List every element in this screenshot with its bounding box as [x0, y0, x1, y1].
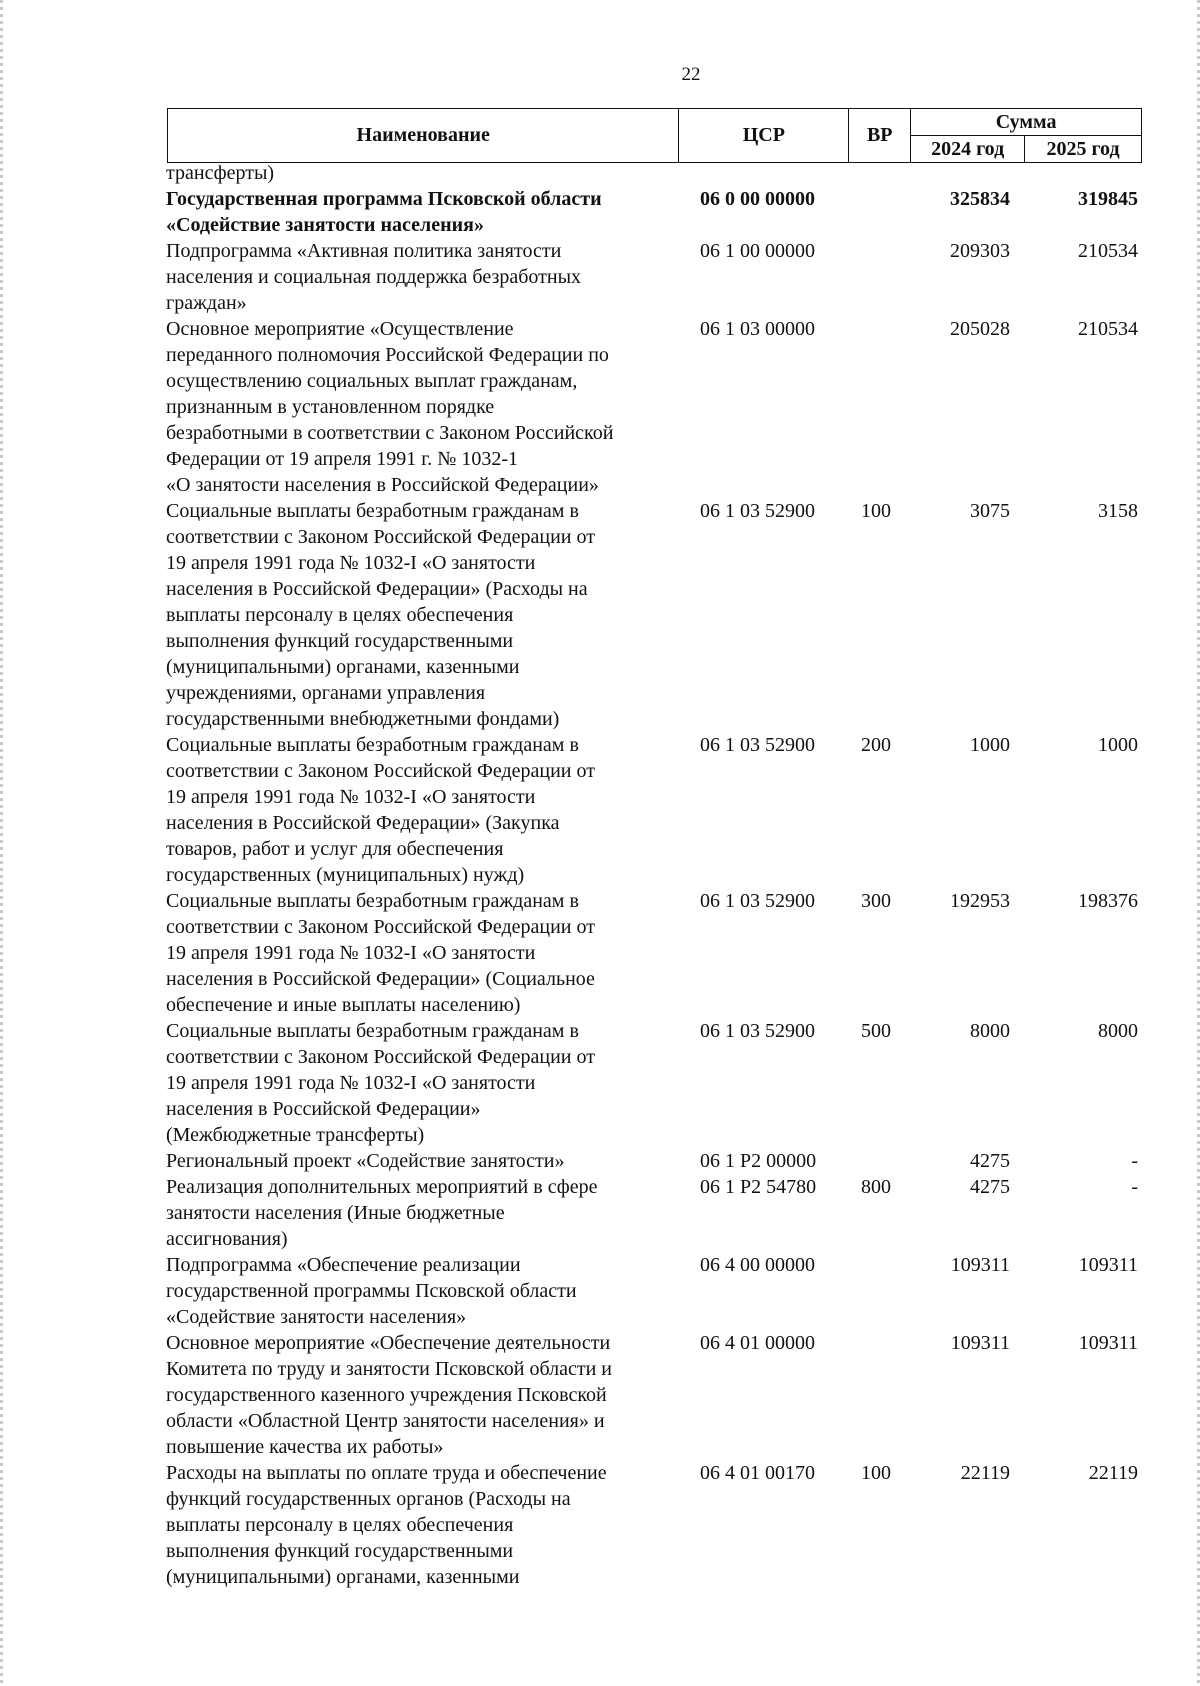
row-vr: 100: [861, 500, 891, 522]
table-row: [0, 1252, 1200, 1330]
row-sum-2025: 22119: [1088, 1462, 1138, 1484]
row-name: Реализация дополнительных мероприятий в сфере занятости населения (Иные бюджетные ассигнования): [166, 1176, 598, 1250]
row-csr: 06 4 01 00170: [700, 1462, 815, 1484]
row-sum-2024: 109311: [950, 1332, 1010, 1354]
row-name: Расходы на выплаты по оплате труда и обеспечение функций государственных органов (Расходы на выплаты персоналу в целях обеспечения выполнения функций государственными (муниципальными) органами, казенными: [166, 1462, 607, 1588]
row-sum-2024: 4275: [970, 1176, 1010, 1198]
table-row: [0, 1174, 1200, 1252]
row-sum-2025: 109311: [1078, 1332, 1138, 1354]
row-sum-2025: -: [1131, 1150, 1138, 1172]
header-csr: ЦСР: [679, 109, 849, 163]
row-sum-2024: 192953: [950, 890, 1010, 912]
row-sum-2024: 109311: [950, 1254, 1010, 1276]
row-name: Подпрограмма «Обеспечение реализации государственной программы Псковской области «Содействие занятости населения»: [166, 1254, 577, 1328]
table-row: [0, 1148, 1200, 1174]
table-row: [0, 1460, 1200, 1590]
table-row: [0, 1018, 1200, 1148]
row-name: Государственная программа Псковской области «Содействие занятости населения»: [166, 188, 602, 236]
row-sum-2024: 1000: [970, 734, 1010, 756]
row-sum-2024: 205028: [950, 318, 1010, 340]
row-csr: 06 1 03 00000: [700, 318, 815, 340]
row-csr: 06 1 00 00000: [700, 240, 815, 262]
row-sum-2024: 4275: [970, 1150, 1010, 1172]
table-row: [0, 1330, 1200, 1460]
table-body: [0, 160, 1200, 1590]
row-name: Подпрограмма «Активная политика занятости населения и социальная поддержка безработных граждан»: [166, 240, 582, 314]
row-sum-2024: 325834: [950, 188, 1010, 210]
table-row: [0, 186, 1200, 238]
row-csr: 06 4 00 00000: [700, 1254, 815, 1276]
row-vr: 300: [861, 890, 891, 912]
table-row: [0, 316, 1200, 498]
row-sum-2025: 3158: [1098, 500, 1138, 522]
header-name: Наименование: [168, 109, 679, 163]
table-row: [0, 732, 1200, 888]
row-vr: 100: [861, 1462, 891, 1484]
header-year-2025: 2025 год: [1025, 136, 1142, 163]
row-sum-2024: 209303: [950, 240, 1010, 262]
row-vr: 200: [861, 734, 891, 756]
row-csr: 06 1 P2 00000: [700, 1150, 817, 1172]
row-csr: 06 0 00 00000: [700, 188, 815, 210]
row-sum-2025: 109311: [1078, 1254, 1138, 1276]
row-csr: 06 1 03 52900: [700, 500, 815, 522]
row-sum-2025: 1000: [1098, 734, 1138, 756]
header-year-2024: 2024 год: [911, 136, 1025, 163]
row-sum-2024: 22119: [960, 1462, 1010, 1484]
row-sum-2025: 319845: [1078, 188, 1138, 210]
table-row: [0, 238, 1200, 316]
row-name: Региональный проект «Содействие занятости»: [166, 1150, 565, 1172]
table-row: [0, 888, 1200, 1018]
header-sum: Сумма: [911, 109, 1142, 136]
row-sum-2024: 3075: [970, 500, 1010, 522]
row-name: Социальные выплаты безработным гражданам в соответствии с Законом Российской Федерации от 19 апреля 1991 года № 1032-I «О занятости населения в Российской Федерации» (Расходы на выплаты персоналу в целях обеспечения выполнения функций государственными (муниципальными) органами, казенными учреждениями, органами управления государственными внебюджетными фондами): [166, 500, 595, 730]
row-csr: 06 1 03 52900: [700, 734, 815, 756]
table-header: [167, 108, 1142, 163]
row-sum-2024: 8000: [970, 1020, 1010, 1042]
row-name: Социальные выплаты безработным гражданам в соответствии с Законом Российской Федерации от 19 апреля 1991 года № 1032-I «О занятости населения в Российской Федерации» (Межбюджетные трансферты): [166, 1020, 595, 1146]
row-name: Основное мероприятие «Обеспечение деятельности Комитета по труду и занятости Псковской области и государственного казенного учреждения Псковской области «Областной Центр занятости населения» и повышение качества их работы»: [166, 1332, 613, 1458]
row-name: трансферты): [166, 162, 275, 184]
row-vr: 500: [861, 1020, 891, 1042]
row-sum-2025: 8000: [1098, 1020, 1138, 1042]
row-csr: 06 4 01 00000: [700, 1332, 815, 1354]
row-sum-2025: 210534: [1078, 318, 1138, 340]
page-number: 22: [681, 64, 701, 85]
row-name: Социальные выплаты безработным гражданам в соответствии с Законом Российской Федерации от 19 апреля 1991 года № 1032-I «О занятости населения в Российской Федерации» (Социальное обеспечение и иные выплаты населению): [166, 890, 595, 1016]
row-csr: 06 1 03 52900: [700, 890, 815, 912]
row-sum-2025: -: [1131, 1176, 1138, 1198]
table-row: [0, 160, 1200, 186]
row-name: Социальные выплаты безработным гражданам в соответствии с Законом Российской Федерации от 19 апреля 1991 года № 1032-I «О занятости населения в Российской Федерации» (Закупка товаров, работ и услуг для обеспечения государственных (муниципальных) нужд): [166, 734, 595, 886]
row-csr: 06 1 P2 54780: [700, 1176, 817, 1198]
table-row: [0, 498, 1200, 732]
header-vr: ВР: [849, 109, 911, 163]
row-sum-2025: 198376: [1078, 890, 1138, 912]
row-sum-2025: 210534: [1078, 240, 1138, 262]
row-csr: 06 1 03 52900: [700, 1020, 815, 1042]
row-vr: 800: [861, 1176, 891, 1198]
row-name: Основное мероприятие «Осуществление переданного полномочия Российской Федерации по осуществлению социальных выплат гражданам, признанным в установленном порядке безработными в соответствии с Законом Российской Федерации от 19 апреля 1991 г. № 1032-1 «О занятости населения в Российской Федерации»: [166, 318, 614, 496]
